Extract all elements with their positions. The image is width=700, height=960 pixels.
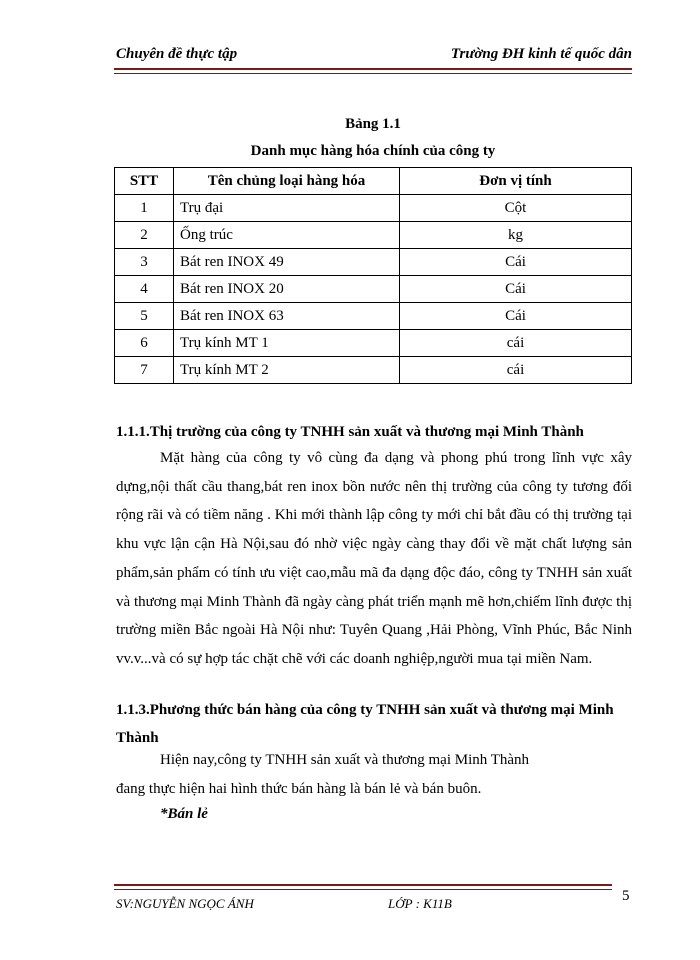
cell-unit: Cái [400, 303, 632, 330]
cell-unit: Cột [400, 195, 632, 222]
table-row [115, 222, 632, 249]
cell-name: Bát ren INOX 63 [174, 303, 400, 330]
cell-name: Bát ren INOX 49 [174, 249, 400, 276]
cell-unit: Cái [400, 249, 632, 276]
cell-name: Trụ đại [174, 195, 400, 222]
cell-unit: cái [400, 330, 632, 357]
cell-name: Trụ kính MT 2 [174, 357, 400, 384]
table-row [115, 330, 632, 357]
cell-stt: 4 [115, 276, 174, 303]
column-header-stt: STT [115, 168, 174, 195]
goods-table [114, 167, 632, 384]
footer-class: LỚP : K11B [388, 896, 452, 911]
header-right-text: Trường ĐH kinh tế quốc dân [450, 46, 632, 62]
cell-name: Bát ren INOX 20 [174, 276, 400, 303]
section-heading-market: 1.1.1.Thị trường của công ty TNHH sản xuất và thương mại Minh Thành [116, 424, 584, 440]
table-row [115, 276, 632, 303]
cell-stt: 5 [115, 303, 174, 330]
cell-stt: 1 [115, 195, 174, 222]
cell-unit: cái [400, 357, 632, 384]
footer-divider [114, 884, 612, 890]
cell-name: Trụ kính MT 1 [174, 330, 400, 357]
section-body-market: Mặt hàng của công ty vô cùng đa dạng và phong phú trong lĩnh vực xây dựng,nội thất cầu thang,bát ren inox bồn nước nên thị trường của công ty tương đối rộng rãi và có tiềm năng . Khi mới thành lập công ty mới chỉ bắt đầu có thị trường tại khu vực lận cận Hà Nội,sau đó nhờ việc ngày càng thay đổi về mặt chất lượng sản phẩm,sản phẩm có tính ưu việt cao,mẫu mã đa dạng độc đáo, công ty TNHH sản xuất và thương mại Minh Thành đã ngày càng phát triển mạnh mẽ hơn,chiếm lĩnh được thị trường miền Bắc ngoài Hà Nội như: Tuyên Quang ,Hải Phòng, Vĩnh Phúc, Bắc Ninh vv.v...và có sự hợp tác chặt chẽ với các doanh nghiệp,người mua tại miền Nam. [116, 450, 632, 667]
footer-student-name: SV:NGUYỄN NGỌC ÁNH [116, 896, 254, 911]
column-header-name: Tên chủng loại hàng hóa [174, 168, 400, 195]
section-heading-sales-method: 1.1.3.Phương thức bán hàng của công ty TNHH sản xuất và thương mại Minh Thành [116, 702, 614, 746]
table-number: Bảng 1.1 [345, 116, 401, 132]
table-row [115, 303, 632, 330]
cell-stt: 6 [115, 330, 174, 357]
subheading-retail: *Bán lẻ [160, 806, 208, 822]
cell-stt: 2 [115, 222, 174, 249]
column-header-unit: Đơn vị tính [400, 168, 632, 195]
table-row [115, 249, 632, 276]
header-divider [114, 68, 632, 74]
header-left-text: Chuyên đề thực tập [116, 46, 238, 62]
page-number: 5 [622, 888, 630, 904]
cell-stt: 7 [115, 357, 174, 384]
table-header-row [115, 168, 632, 195]
cell-unit: Cái [400, 276, 632, 303]
cell-stt: 3 [115, 249, 174, 276]
cell-name: Ống trúc [174, 222, 400, 249]
table-row [115, 357, 632, 384]
table-row [115, 195, 632, 222]
cell-unit: kg [400, 222, 632, 249]
table-title: Danh mục hàng hóa chính của công ty [250, 143, 496, 159]
section-body-sales-method: Hiện nay,công ty TNHH sản xuất và thương mại Minh Thành đang thực hiện hai hình thức bán hàng là bán lẻ và bán buôn. [116, 752, 530, 797]
